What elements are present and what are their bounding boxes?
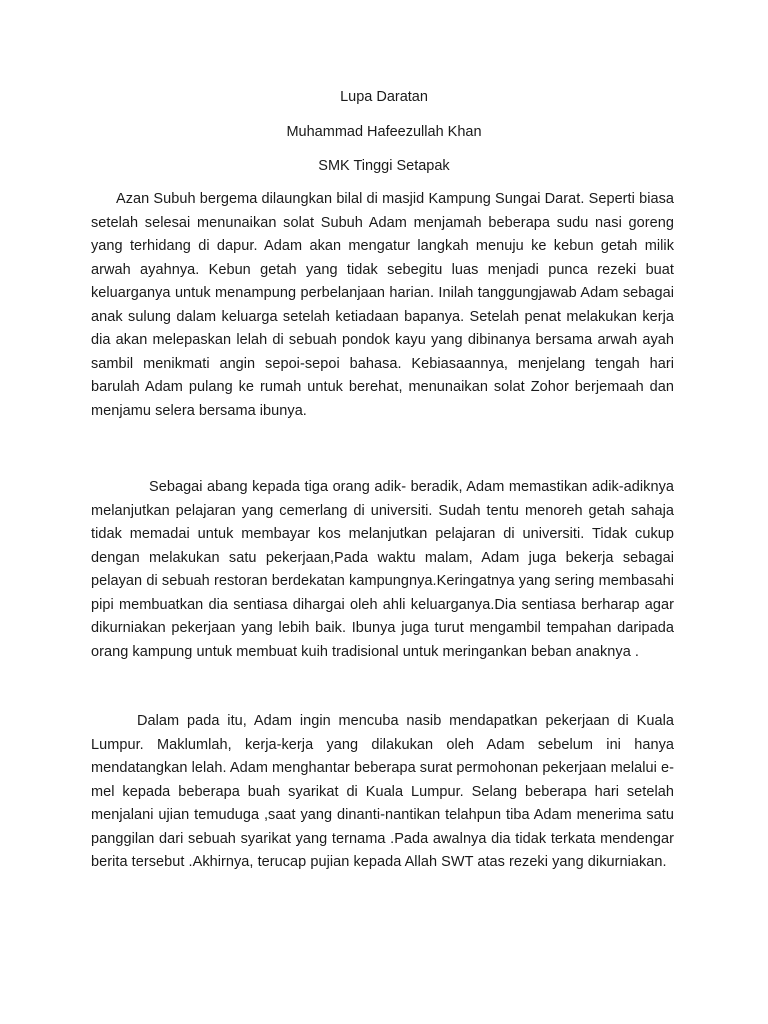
paragraph-1: Azan Subuh bergema dilaungkan bilal di masjid Kampung Sungai Darat. Seperti biasa setelah selesai menunaikan solat Subuh Adam menjamah beberapa sudu nasi goreng yang terhidang di dapur. Adam akan mengatur langkah menuju ke kebun getah milik arwah ayahnya. Kebun getah yang tidak sebegitu luas menjadi punca rezeki buat keluarganya untuk menampung perbelanjaan harian. Inilah tanggungjawab Adam sebagai anak sulung dalam keluarga setelah ketiadaan bapanya. Setelah penat melakukan kerja dia akan melepaskan lelah di sebuah pondok kayu yang dibinanya bersama arwah ayah sambil menikmati angin sepoi-sepoi bahasa. Kebiasaannya, menjelang tengah hari barulah Adam pulang ke rumah untuk berehat, menunaikan solat Zohor berjemaah dan menjamu selera bersama ibunya. (91, 191, 674, 419)
paragraph-2: Sebagai abang kepada tiga orang adik- beradik, Adam memastikan adik-adiknya melanjutkan pelajaran yang cemerlang di universiti. Sudah tentu menoreh getah sahaja tidak memadai untuk membayar kos melanjutkan pelajaran di universiti. Tidak cukup dengan melakukan satu pekerjaan,Pada waktu malam, Adam juga bekerja sebagai pelayan di sebuah restoran berdekatan kampungnya.Keringatnya yang sering membasahi pipi membuatkan dia sentiasa dihargai oleh ahli keluarganya.Dia sentiasa berharap agar dikurniakan pekerjaan yang lebih baik. Ibunya juga turut mengambil tempahan daripada orang kampung untuk membuat kuih tradisional untuk meringankan beban anaknya . (91, 479, 674, 660)
story-title: Lupa Daratan (340, 89, 428, 105)
paragraph-3: Dalam pada itu, Adam ingin mencuba nasib mendapatkan pekerjaan di Kuala Lumpur. Maklumlah, kerja-kerja yang dilakukan oleh Adam sebelum ini hanya mendatangkan lelah. Adam menghantar beberapa surat permohonan pekerjaan melalui e-mel kepada beberapa buah syarikat di Kuala Lumpur. Selang beberapa hari setelah menjalani ujian temuduga ,saat yang dinanti-nantikan telahpun tiba Adam menerima satu panggilan dari sebuah syarikat yang ternama .Pada awalnya dia tidak terkata mendengar berita tersebut .Akhirnya, terucap pujian kepada Allah SWT atas rezeki yang dikurniakan. (91, 713, 674, 870)
school-name: SMK Tinggi Setapak (318, 158, 450, 174)
author-name: Muhammad Hafeezullah Khan (286, 124, 482, 140)
